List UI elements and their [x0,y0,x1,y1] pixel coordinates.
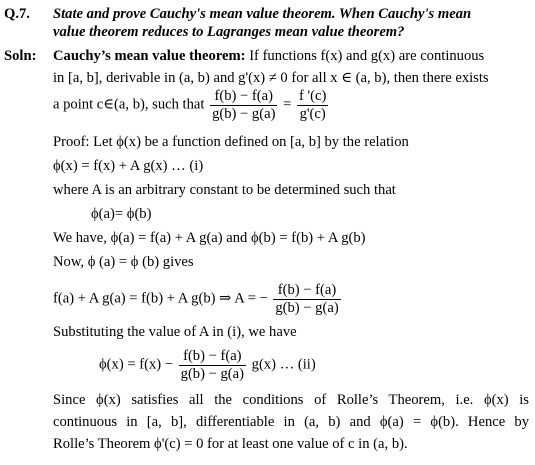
fraction-denominator: g'(c) [299,105,326,122]
fraction-denominator: g(b) − g(a) [212,105,276,122]
theorem-text-3-prefix: a point c∈(a, b), such that [53,96,205,113]
theorem-heading: Cauchy’s mean value theorem: [53,48,246,64]
fraction-numerator: f(b) − f(a) [210,88,277,106]
since-text-3: Rolle’s Theorem ϕ'(c) = 0 for at least one value of c in (a, b). [53,436,408,452]
equation-2-text: ϕ(a)= ϕ(b) [91,206,152,222]
equation-3-prefix: f(a) + A g(a) = f(b) + A g(b) ⇒ A = − [53,290,268,307]
theorem-text-1: If functions f(x) and g(x) are continuous [245,48,485,64]
proof-text: Proof: Let ϕ(x) be a function defined on [a, b] by the relation [53,134,409,150]
since-text-1: Since ϕ(x) satisfies all the conditions of Rolle’s Theorem, i.e. ϕ(x) is [53,392,529,408]
equation-3-text [53,282,343,317]
question-text-2: value theorem reduces to Lagranges mean value theorem? [53,24,405,40]
question-label: Q.7. [4,6,30,22]
equation-1-text: ϕ(x) = f(x) + A g(x) … (i) [53,158,204,174]
fraction-denominator: g(b) − g(a) [275,299,339,316]
equation-4-suffix: g(x) … (ii) [251,356,316,373]
question-text-1: State and prove Cauchy's mean value theorem. When Cauchy's mean [53,6,472,22]
fraction-derivatives [297,88,328,123]
theorem-text-3 [53,88,330,123]
theorem-text-2: in [a, b], derivable in (a, b) and g'(x) ≠ 0 for all x ∈ (a, b), then there exists [53,70,489,86]
solution-label: Soln: [4,48,37,64]
since-text-2: continuous in [a, b], differentiable in (a, b) and ϕ(a) = ϕ(b). Hence by [53,414,529,430]
now-text: Now, ϕ (a) = ϕ (b) gives [53,254,194,270]
fraction-numerator: f '(c) [298,88,327,104]
we-have-text: We have, ϕ(a) = f(a) + A g(a) and ϕ(b) = f(b) + A g(b) [53,230,366,246]
equation-4-text [99,348,316,383]
substitution-text: Substituting the value of A in (i), we have [53,324,297,340]
theorem-statement-1 [53,48,484,66]
fraction-numerator: f(b) − f(a) [179,348,246,366]
fraction-denominator: g(b) − g(a) [180,365,244,382]
equation-4-prefix: ϕ(x) = f(x) − [99,356,173,373]
fraction-numerator: f(b) − f(a) [273,282,340,300]
fraction-f-over-g [210,88,277,123]
where-text: where A is an arbitrary constant to be determined such that [53,182,396,198]
fraction-A-value [273,282,340,317]
fraction-substituted [179,348,246,383]
equals-sign: = [283,96,292,113]
